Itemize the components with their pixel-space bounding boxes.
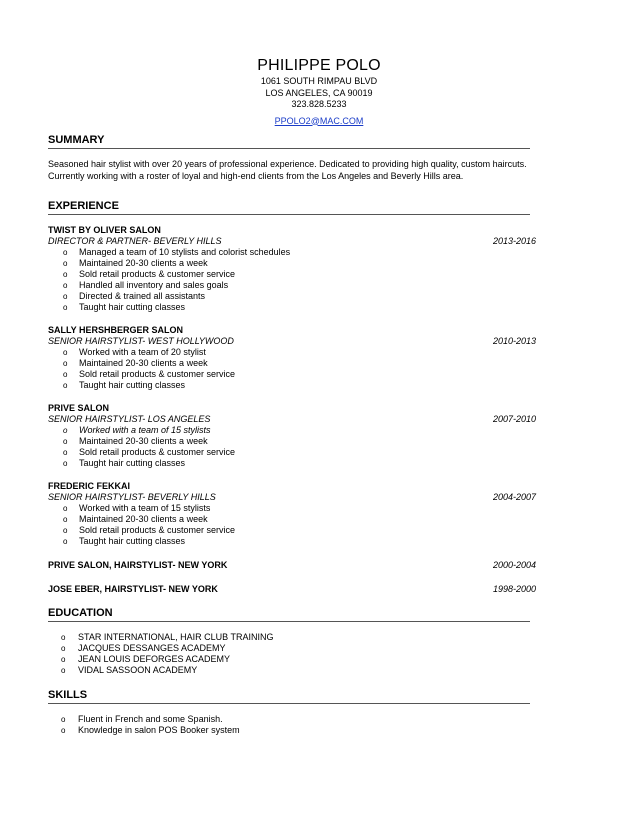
job-company: PRIVE SALON, HAIRSTYLIST- NEW YORK (48, 560, 228, 570)
list-item: o STAR INTERNATIONAL, HAIR CLUB TRAINING (61, 632, 274, 642)
job-dates: 2013-2016 (492, 236, 536, 246)
list-item: o Worked with a team of 15 stylists (63, 425, 211, 435)
list-item: o Knowledge in salon POS Booker system (61, 725, 240, 735)
summary-heading: SUMMARY (48, 133, 530, 149)
bullet-icon: o (61, 644, 66, 653)
education-list (48, 632, 528, 676)
skills-heading: SKILLS (48, 688, 530, 704)
bullet-icon: o (63, 537, 68, 546)
list-item: o Maintained 20-30 clients a week (63, 436, 208, 446)
bullet-icon: o (63, 504, 68, 513)
job-company: PRIVE SALON (48, 403, 110, 413)
list-item: o Sold retail products & customer service (63, 447, 236, 457)
job-entry (48, 225, 538, 313)
bullet-icon: o (63, 448, 68, 457)
list-item: o Taught hair cutting classes (63, 302, 186, 312)
job-company: JOSE EBER, HAIRSTYLIST- NEW YORK (48, 584, 218, 594)
job-duties (48, 347, 538, 391)
job-duties (48, 503, 538, 547)
list-item: o Taught hair cutting classes (63, 536, 186, 546)
bullet-icon: o (61, 715, 66, 724)
job-role-line (48, 492, 538, 503)
education-heading: EDUCATION (48, 606, 530, 622)
job-role-line (48, 236, 538, 247)
list-item: o Managed a team of 10 stylists and colorist schedules (63, 247, 291, 257)
job-company: FREDERIC FEKKAI (48, 481, 131, 491)
bullet-icon: o (63, 281, 68, 290)
bullet-icon: o (61, 726, 66, 735)
list-item: o Fluent in French and some Spanish. (61, 714, 223, 724)
job-role: SENIOR HAIRSTYLIST- LOS ANGELES (48, 414, 211, 424)
bullet-icon: o (63, 248, 68, 257)
list-item: o Worked with a team of 15 stylists (63, 503, 211, 513)
job-company-line (48, 560, 538, 571)
job-dates: 2010-2013 (492, 336, 536, 346)
list-item: o Sold retail products & customer service (63, 525, 236, 535)
bullet-icon: o (63, 381, 68, 390)
list-item: o JEAN LOUIS DEFORGES ACADEMY (61, 654, 231, 664)
list-item: o Taught hair cutting classes (63, 458, 186, 468)
list-item: o Worked with a team of 20 stylist (63, 347, 206, 357)
job-entry (48, 325, 538, 391)
summary-text: Seasoned hair stylist with over 20 years of professional experience. Dedicated to providing high quality, custom haircuts. Currently working with a roster of loyal and high-end clients from the Los Angeles and Beverly Hills area. (48, 159, 527, 181)
list-item: o Sold retail products & customer service (63, 369, 236, 379)
job-company: TWIST BY OLIVER SALON (48, 225, 161, 235)
list-item: o Handled all inventory and sales goals (63, 280, 229, 290)
list-item: o Sold retail products & customer service (63, 269, 236, 279)
bullet-icon: o (63, 292, 68, 301)
list-item: o Taught hair cutting classes (63, 380, 186, 390)
job-role-line (48, 336, 538, 347)
bullet-icon: o (63, 526, 68, 535)
bullet-icon: o (63, 303, 68, 312)
bullet-icon: o (63, 370, 68, 379)
bullet-icon: o (63, 515, 68, 524)
job-entry (48, 403, 538, 469)
list-item: o Maintained 20-30 clients a week (63, 514, 208, 524)
bullet-icon: o (63, 348, 68, 357)
job-role: SENIOR HAIRSTYLIST- BEVERLY HILLS (48, 492, 216, 502)
list-item: o VIDAL SASSOON ACADEMY (61, 665, 198, 675)
job-dates: 2000-2004 (492, 560, 536, 570)
job-duties (48, 247, 538, 313)
bullet-icon: o (63, 437, 68, 446)
job-duties (48, 425, 538, 469)
address-line-1: 1061 SOUTH RIMPAU BLVD (260, 76, 378, 86)
list-item: o Directed & trained all assistants (63, 291, 206, 301)
job-company-line (48, 584, 538, 595)
resume-header (0, 56, 638, 129)
bullet-icon: o (63, 426, 68, 435)
job-dates: 2007-2010 (492, 414, 536, 424)
bullet-icon: o (63, 259, 68, 268)
list-item: o Maintained 20-30 clients a week (63, 258, 208, 268)
list-item: o Maintained 20-30 clients a week (63, 358, 208, 368)
job-role: DIRECTOR & PARTNER- BEVERLY HILLS (48, 236, 222, 246)
job-role-line (48, 414, 538, 425)
bullet-icon: o (63, 459, 68, 468)
bullet-icon: o (61, 655, 66, 664)
bullet-icon: o (61, 633, 66, 642)
job-entry (48, 481, 538, 547)
bullet-icon: o (63, 359, 68, 368)
bullet-icon: o (63, 270, 68, 279)
job-company: SALLY HERSHBERGER SALON (48, 325, 184, 335)
phone-number: 323.828.5233 (291, 99, 347, 109)
address-line-2: LOS ANGELES, CA 90019 (265, 87, 373, 98)
skills-list (48, 714, 528, 736)
job-entry (48, 560, 538, 571)
job-dates: 1998-2000 (492, 584, 536, 594)
job-entry (48, 584, 538, 595)
experience-heading: EXPERIENCE (48, 199, 530, 215)
job-role: SENIOR HAIRSTYLIST- WEST HOLLYWOOD (48, 336, 234, 346)
list-item: o JACQUES DESSANGES ACADEMY (61, 643, 226, 653)
email-link[interactable]: PPOLO2@MAC.COM (274, 115, 364, 126)
job-dates: 2004-2007 (492, 492, 536, 502)
candidate-name: PHILIPPE POLO (257, 57, 381, 74)
bullet-icon: o (61, 666, 66, 675)
